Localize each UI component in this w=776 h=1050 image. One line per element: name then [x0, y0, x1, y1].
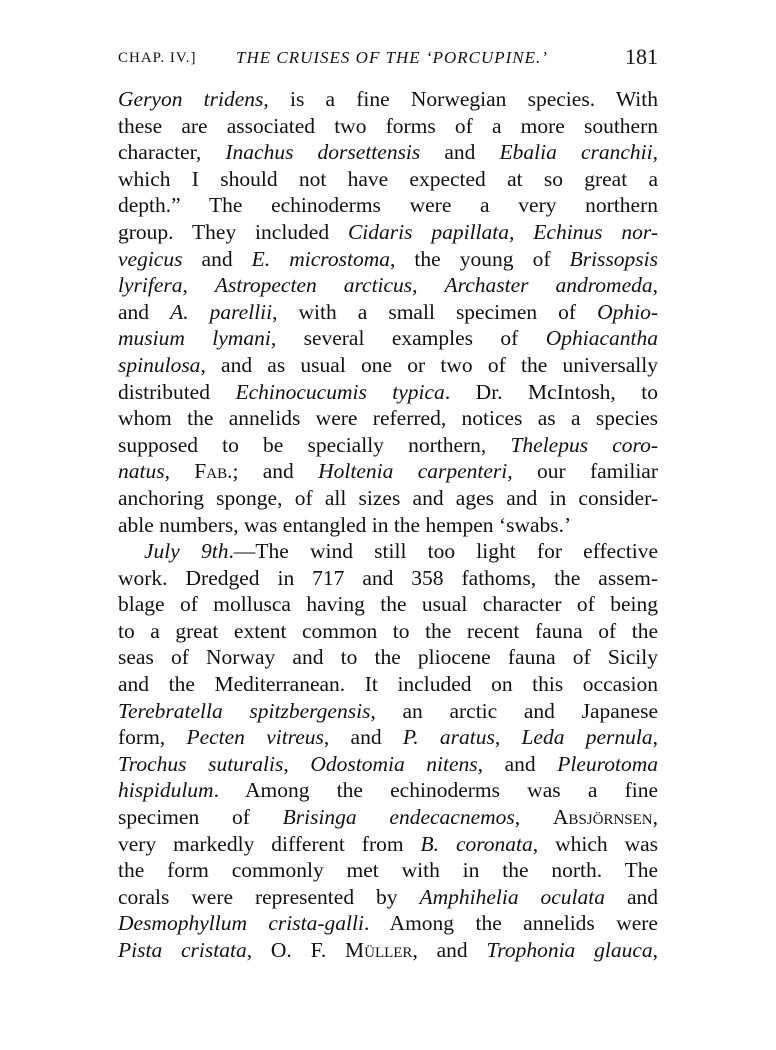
italic-run: Thelepus coro- [510, 432, 658, 457]
italic-run: Brissopsis [569, 246, 658, 271]
italic-run: natus [118, 459, 165, 484]
text-run: , several examples of [270, 326, 546, 351]
text-run: .—The wind still too light for effective [228, 539, 658, 564]
italic-run: Archaster andromeda [444, 273, 653, 298]
text-line [118, 671, 658, 698]
text-run: whom the annelids were referred, notices as a species [118, 406, 658, 431]
text-line [118, 485, 658, 512]
italic-run: Astropecten arcticus [214, 273, 413, 298]
text-line [118, 777, 658, 804]
text-run: able numbers, was entangled in the hempen ‘swabs.’ [118, 512, 572, 537]
text-run: , with a small specimen of [272, 299, 598, 324]
text-line [118, 86, 658, 113]
text-run: corals were represented by [118, 884, 420, 909]
italic-run: Pista cristata [118, 938, 247, 962]
italic-run: Amphihelia oculata [419, 884, 606, 909]
text-run: , and [323, 725, 403, 750]
text-run: , [652, 140, 658, 165]
text-line [118, 272, 658, 299]
text-line [118, 113, 658, 140]
text-line [118, 379, 658, 406]
italic-run: P. aratus [402, 725, 495, 750]
text-line [118, 591, 658, 618]
text-run: and [605, 884, 658, 909]
text-run: and [420, 140, 500, 165]
text-line [118, 751, 658, 778]
text-run: , our familiar [507, 459, 658, 484]
italic-run: Leda pernula [521, 725, 653, 750]
italic-run: A. parellii [170, 299, 273, 324]
text-run: , is a fine Norwegian species. With [263, 87, 659, 111]
italic-run: Trophonia glauca [486, 938, 653, 962]
italic-run: B. coronata [420, 831, 533, 856]
text-run: , and [412, 938, 487, 962]
text-run: , and as usual one or two of the universally [200, 352, 658, 377]
text-line [118, 831, 658, 858]
italic-run: vegicus [118, 246, 183, 271]
text-run: , [509, 219, 534, 244]
text-run: , [164, 459, 195, 484]
text-line [118, 565, 658, 592]
text-line [118, 219, 658, 246]
text-line [118, 698, 658, 725]
text-run: . Among the echinoderms was a fine [213, 778, 658, 803]
italic-run: spinulosa [118, 352, 201, 377]
text-line [118, 192, 658, 219]
italic-run: July 9th [144, 539, 229, 564]
text-line [118, 538, 658, 565]
italic-run: Terebratella spitzbergensis [118, 698, 371, 723]
text-line [118, 352, 658, 379]
text-line [118, 432, 658, 459]
text-run: . Dr. McIntosh, to [444, 379, 658, 404]
body-text [118, 86, 658, 964]
text-run: seas of Norway and to the pliocene fauna of Sicily [118, 645, 658, 670]
text-run: very markedly different from [118, 831, 421, 856]
text-line [118, 644, 658, 671]
text-run: to a great extent common to the recent fauna of the [118, 618, 658, 643]
text-run: , [652, 273, 658, 298]
text-run: form, [118, 725, 187, 750]
text-line [118, 884, 658, 911]
text-run: , [182, 273, 215, 298]
italic-run: Pleurotoma [557, 751, 658, 776]
text-run: , an arctic and Japanese [370, 698, 658, 723]
italic-run: musium lymani [118, 326, 271, 351]
text-run: , [652, 938, 658, 962]
running-title: THE CRUISES OF THE ‘PORCUPINE.’ [236, 48, 548, 67]
text-run: and the Mediterranean. It included on this occasion [118, 672, 658, 697]
smallcaps-run: Müller [345, 938, 413, 962]
italic-run: lyrifera [118, 273, 183, 298]
text-run: which I should not have expected at so great a [118, 166, 658, 191]
italic-run: Brisinga endecacnemos [282, 805, 515, 830]
italic-run: Echinocucumis typica [235, 379, 445, 404]
text-run: anchoring sponge, of all sizes and ages and in consider- [118, 485, 658, 510]
text-line [118, 910, 658, 937]
text-run: work. Dredged in 717 and 358 fathoms, the assem- [118, 565, 658, 590]
italic-run: E. microstoma [251, 246, 390, 271]
italic-run: Ophiacantha [545, 326, 658, 351]
page-number: 181 [625, 44, 658, 69]
text-line [118, 405, 658, 432]
italic-run: Pecten vitreus [186, 725, 324, 750]
text-run: character, [118, 140, 226, 165]
text-run: and [118, 299, 171, 324]
text-run: specimen of [118, 805, 283, 830]
text-run: , O. F. [246, 938, 345, 962]
text-run: the form commonly met with in the north. The [118, 858, 658, 883]
text-line [118, 458, 658, 485]
text-run: group. They included [118, 219, 348, 244]
text-line [118, 325, 658, 352]
smallcaps-run: Absjörnsen [552, 805, 653, 830]
text-run: ; and [232, 459, 319, 484]
italic-run: Echinus nor- [533, 219, 658, 244]
text-run: , [514, 805, 553, 830]
italic-run: Cidaris papillata [347, 219, 510, 244]
text-run: , [494, 725, 522, 750]
italic-run: Desmophyllum crista-galli [118, 911, 364, 936]
text-line [118, 618, 658, 645]
text-run: , [283, 751, 311, 776]
text-run: , the young of [389, 246, 570, 271]
italic-run: Ophio- [597, 299, 659, 324]
text-line [118, 246, 658, 273]
text-line [118, 724, 658, 751]
italic-run: Geryon tridens [118, 87, 264, 111]
italic-run: Odostomia nitens [310, 751, 478, 776]
text-run: distributed [118, 379, 236, 404]
text-line [118, 166, 658, 193]
text-run: , which was [532, 831, 659, 856]
text-run: , [652, 805, 658, 830]
italic-run: Trochus suturalis [118, 751, 284, 776]
chapter-label: CHAP. IV.] [118, 50, 197, 66]
text-line [118, 857, 658, 884]
italic-run: Inachus dorsettensis [225, 140, 421, 165]
running-header [118, 44, 658, 74]
text-line [118, 804, 658, 831]
text-line [118, 512, 658, 539]
text-run: . Among the annelids were [363, 911, 658, 936]
text-run: supposed to be specially northern, [118, 432, 511, 457]
text-line [118, 139, 658, 166]
text-run: depth.” The echinoderms were a very northern [118, 193, 658, 218]
italic-run: Holtenia carpenteri [318, 459, 508, 484]
italic-run: Ebalia cranchii [499, 140, 653, 165]
italic-run: hispidulum [118, 778, 214, 803]
text-run: blage of mollusca having the usual character of being [118, 592, 658, 617]
smallcaps-run: Fab. [194, 459, 233, 484]
text-run: , [652, 725, 658, 750]
text-run: , [412, 273, 445, 298]
text-line [118, 937, 658, 964]
text-line [118, 299, 658, 326]
text-run: and [182, 246, 252, 271]
text-run: these are associated two forms of a more southern [118, 113, 658, 138]
text-run: , and [477, 751, 558, 776]
